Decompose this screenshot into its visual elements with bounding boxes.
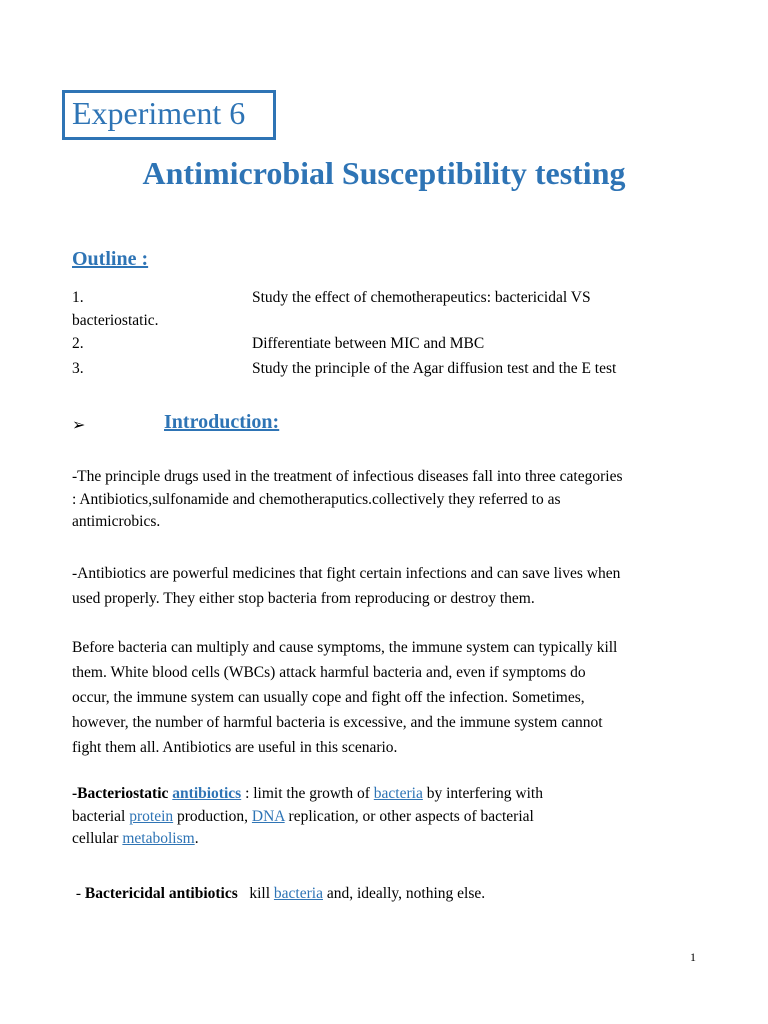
intro-p3-line-3: occur, the immune system can usually cope and fight off the infection. Sometimes, bbox=[72, 689, 585, 706]
bacteriostatic-line-1 bbox=[72, 782, 543, 806]
bacteriostatic-text-6: cellular bbox=[72, 830, 123, 847]
bacteriostatic-text-5: replication, or other aspects of bacterial bbox=[284, 808, 534, 825]
bacteria-link[interactable]: bacteria bbox=[373, 785, 423, 802]
intro-p1-line-2: : Antibiotics,sulfonamide and chemotheraputics.collectively they referred to as bbox=[72, 491, 561, 508]
outline-item-1-cont: bacteriostatic. bbox=[72, 312, 159, 329]
bactericidal-line bbox=[72, 882, 485, 906]
bactericidal-text-2: and, ideally, nothing else. bbox=[322, 885, 486, 902]
intro-p1-line-1: -The principle drugs used in the treatment of infectious diseases fall into three categories bbox=[72, 468, 623, 485]
intro-p3-line-2: them. White blood cells (WBCs) attack harmful bacteria and, even if symptoms do bbox=[72, 664, 586, 681]
outline-item-1-text: Study the effect of chemotherapeutics: bactericidal VS bbox=[252, 289, 591, 306]
bacteriostatic-line-2 bbox=[72, 805, 534, 829]
intro-p3-line-1: Before bacteria can multiply and cause symptoms, the immune system can typically kill bbox=[72, 639, 618, 656]
intro-p1-line-3: antimicrobics. bbox=[72, 513, 161, 530]
bacteriostatic-label: -Bacteriostatic bbox=[72, 785, 169, 802]
bactericidal-bacteria-link[interactable]: bacteria bbox=[273, 885, 323, 902]
bacteriostatic-line-3 bbox=[72, 827, 199, 851]
intro-p2-line-1: -Antibiotics are powerful medicines that fight certain infections and can save lives when bbox=[72, 565, 621, 582]
outline-item-3-text: Study the principle of the Agar diffusion test and the E test bbox=[252, 360, 617, 377]
outline-item-2-text: Differentiate between MIC and MBC bbox=[252, 335, 485, 352]
bacteriostatic-text-3: bacterial bbox=[72, 808, 130, 825]
introduction-heading: Introduction: bbox=[164, 411, 280, 433]
protein-link[interactable]: protein bbox=[129, 808, 174, 825]
bacteriostatic-text-2: by interfering with bbox=[422, 785, 543, 802]
bactericidal-text-1: kill bbox=[237, 885, 274, 902]
metabolism-link[interactable]: metabolism bbox=[122, 830, 195, 847]
bactericidal-dash: - bbox=[72, 885, 85, 902]
bacteriostatic-text-1: : limit the growth of bbox=[241, 785, 374, 802]
intro-p3-line-4: however, the number of harmful bacteria is excessive, and the immune system cannot bbox=[72, 714, 603, 731]
outline-item-2-num: 2. bbox=[72, 335, 84, 352]
outline-heading: Outline : bbox=[72, 248, 149, 270]
arrow-bullet-icon: ➢ bbox=[72, 417, 86, 434]
page-subtitle: Antimicrobial Susceptibility testing bbox=[142, 155, 626, 191]
bactericidal-label: Bactericidal antibiotics bbox=[84, 885, 238, 902]
antibiotics-link[interactable]: antibiotics bbox=[172, 785, 242, 802]
bacteriostatic-text-4: production, bbox=[173, 808, 252, 825]
outline-item-3-num: 3. bbox=[72, 360, 84, 377]
outline-item-1-num: 1. bbox=[72, 289, 84, 306]
page-number: 1 bbox=[690, 950, 696, 964]
page-title: Experiment 6 bbox=[72, 95, 246, 131]
dna-link[interactable]: DNA bbox=[251, 808, 285, 825]
bacteriostatic-text-7: . bbox=[194, 830, 199, 847]
intro-p3-line-5: fight them all. Antibiotics are useful in this scenario. bbox=[72, 739, 398, 756]
intro-p2-line-2: used properly. They either stop bacteria from reproducing or destroy them. bbox=[72, 590, 535, 607]
